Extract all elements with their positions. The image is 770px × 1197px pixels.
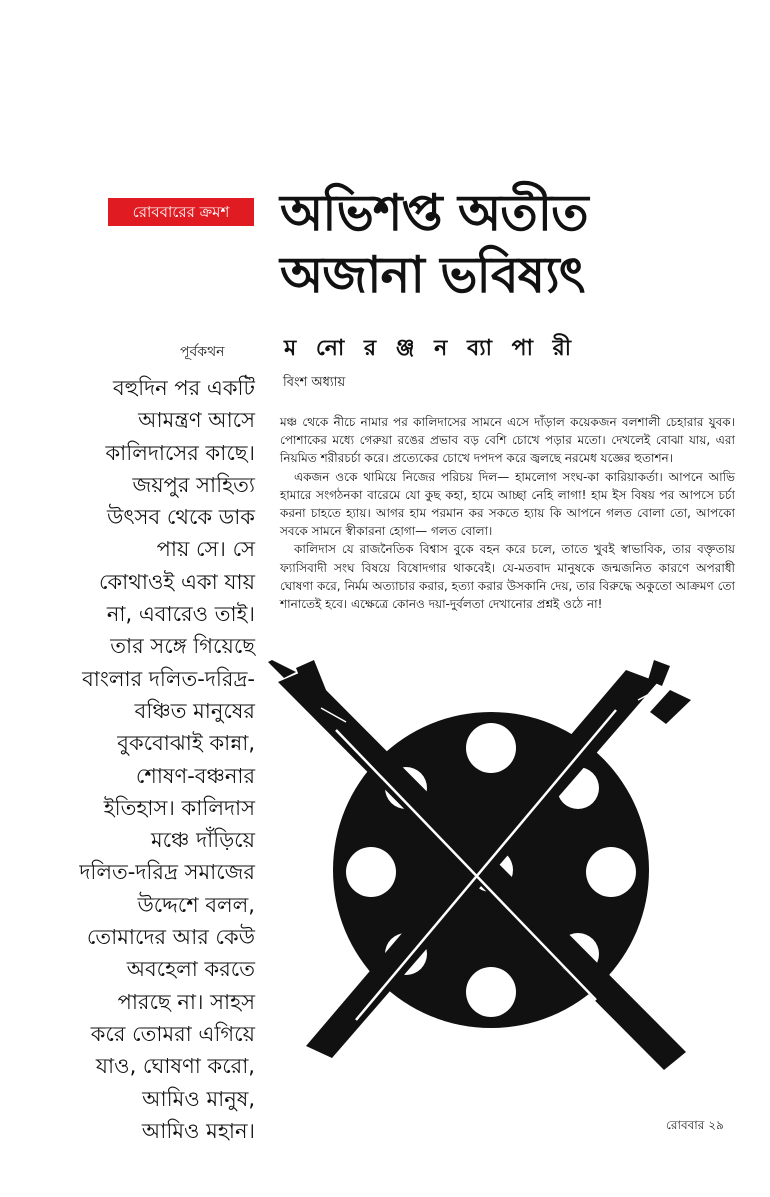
title-line-2: অজানা ভবিষ্যৎ: [280, 246, 585, 304]
pull-quote-line: বাংলার দলিত-দরিদ্র-: [82, 666, 255, 691]
page-footer: রোববার ২৯: [666, 1118, 724, 1132]
pull-quote-line: মঞ্চে দাঁড়িয়ে: [150, 828, 255, 853]
pull-quote-line: তার সঙ্গে গিয়েছে: [110, 634, 255, 659]
series-badge: রোববারের ক্রমশ: [108, 198, 254, 226]
pull-quote-line: করে তোমরা এগিয়ে: [90, 1021, 255, 1046]
pull-quote-line: কালিদাসের কাছে।: [105, 440, 255, 465]
chapter-heading: বিংশ অধ্যায়: [283, 375, 346, 390]
pull-quote-line: তোমাদের আর কেউ: [86, 925, 255, 950]
pull-quote-line: আমিও মহান।: [141, 1118, 255, 1143]
author-byline: ম নো র ঞ্জ ন ব্যা পা রী: [284, 336, 578, 361]
pull-quote-line: ইতিহাস। কালিদাস: [103, 795, 255, 820]
pull-quote-line: বঞ্চিত মানুষের: [134, 698, 255, 723]
article-body: [280, 413, 735, 613]
article-title: [280, 182, 588, 306]
intro-label: পূর্বকথন: [180, 344, 225, 360]
pull-quote-line: যাও, ঘোষণা করো,: [95, 1054, 255, 1079]
pull-quote-line: জয়পুর সাহিত্য: [132, 472, 255, 497]
pull-quote-line: পায় সে। সে: [156, 537, 255, 562]
pull-quote-line: শোষণ-বঞ্চনার: [135, 763, 255, 788]
body-paragraph: কালিদাস যে রাজনৈতিক বিশ্বাস বুকে বহন করে চলে, তাতে খুবই স্বাভাবিক, তার বক্তৃতায় ফ্যাসিবাদী সংঘ বিষয়ে বিষোদগার থাকবেই। যে-মতবাদ মানুষকে জন্মজনিত কারণে অপরাধী ঘোষণা করে, নির্মম অত্যাচার করার, হত্যা করার উসকানি দেয়, তার বিরুদ্ধে অকুতো আক্রমণ তো শানাতেই হবে। এক্ষেত্রে কোনও দয়া-দুর্বলতা দেখানোর প্রশ্নই ওঠে না!: [280, 542, 735, 612]
pull-quote-line: উদ্দেশে বলল,: [137, 892, 255, 917]
film-reel-crossed-pens-illustration: [266, 660, 736, 1085]
pull-quote-line: বুকবোঝাই কান্না,: [117, 731, 255, 756]
pull-quote-line: অবহেলা করতে: [126, 957, 255, 982]
body-paragraph: মঞ্চ থেকে নীচে নামার পর কালিদাসের সামনে এসে দাঁড়াল কয়েকজন বলশালী চেহারার যুবক। পোশাকের মধ্যে গেরুয়া রঙের প্রভাব বড় বেশি চোখে পড়ার মতো। দেখলেই বোঝা যায়, এরা নিয়মিত শরীরচর্চা করে। প্রত্যেকের চোখে দপদপ করে জ্বলছে নরমেধ যজ্ঞের হুতাশন।: [280, 415, 735, 466]
pull-quote-line: পারছে না। সাহস: [117, 989, 255, 1014]
pull-quote-line: দলিত-দরিদ্র সমাজের: [79, 860, 255, 885]
pull-quote-line: আমিও মানুষ,: [142, 1086, 255, 1111]
pull-quote-line: আমন্ত্রণ আসে: [138, 408, 255, 433]
pull-quote-line: না, এবারেও তাই।: [106, 602, 255, 627]
pull-quote-line: উৎসব থেকে ডাক: [107, 505, 255, 530]
pull-quote: [30, 372, 255, 1147]
body-paragraph: একজন ওকে থামিয়ে নিজের পরিচয় দিল— হামলোগ সংঘ-কা কারিয়াকর্তা। আপনে আভি হামারে সংগঠনকা বারেমে যো কুছ কহা, হামে আচ্ছা নেহি লাগা! হাম ইস বিষয় পর আপসে চর্চা করনা চাহতে হ্যায়। আগর হাম পরমান কর সকতে হ্যায় কি আপনে গলত বোলা তো, আপকো সবকে সামনে স্বীকারনা হোগা— গলত বোলা।: [280, 469, 735, 539]
pull-quote-line: বহুদিন পর একটি: [113, 376, 255, 400]
title-line-1: অভিশপ্ত অতীত: [280, 184, 588, 242]
pull-quote-line: কোথাওই একা যায়: [98, 569, 255, 594]
